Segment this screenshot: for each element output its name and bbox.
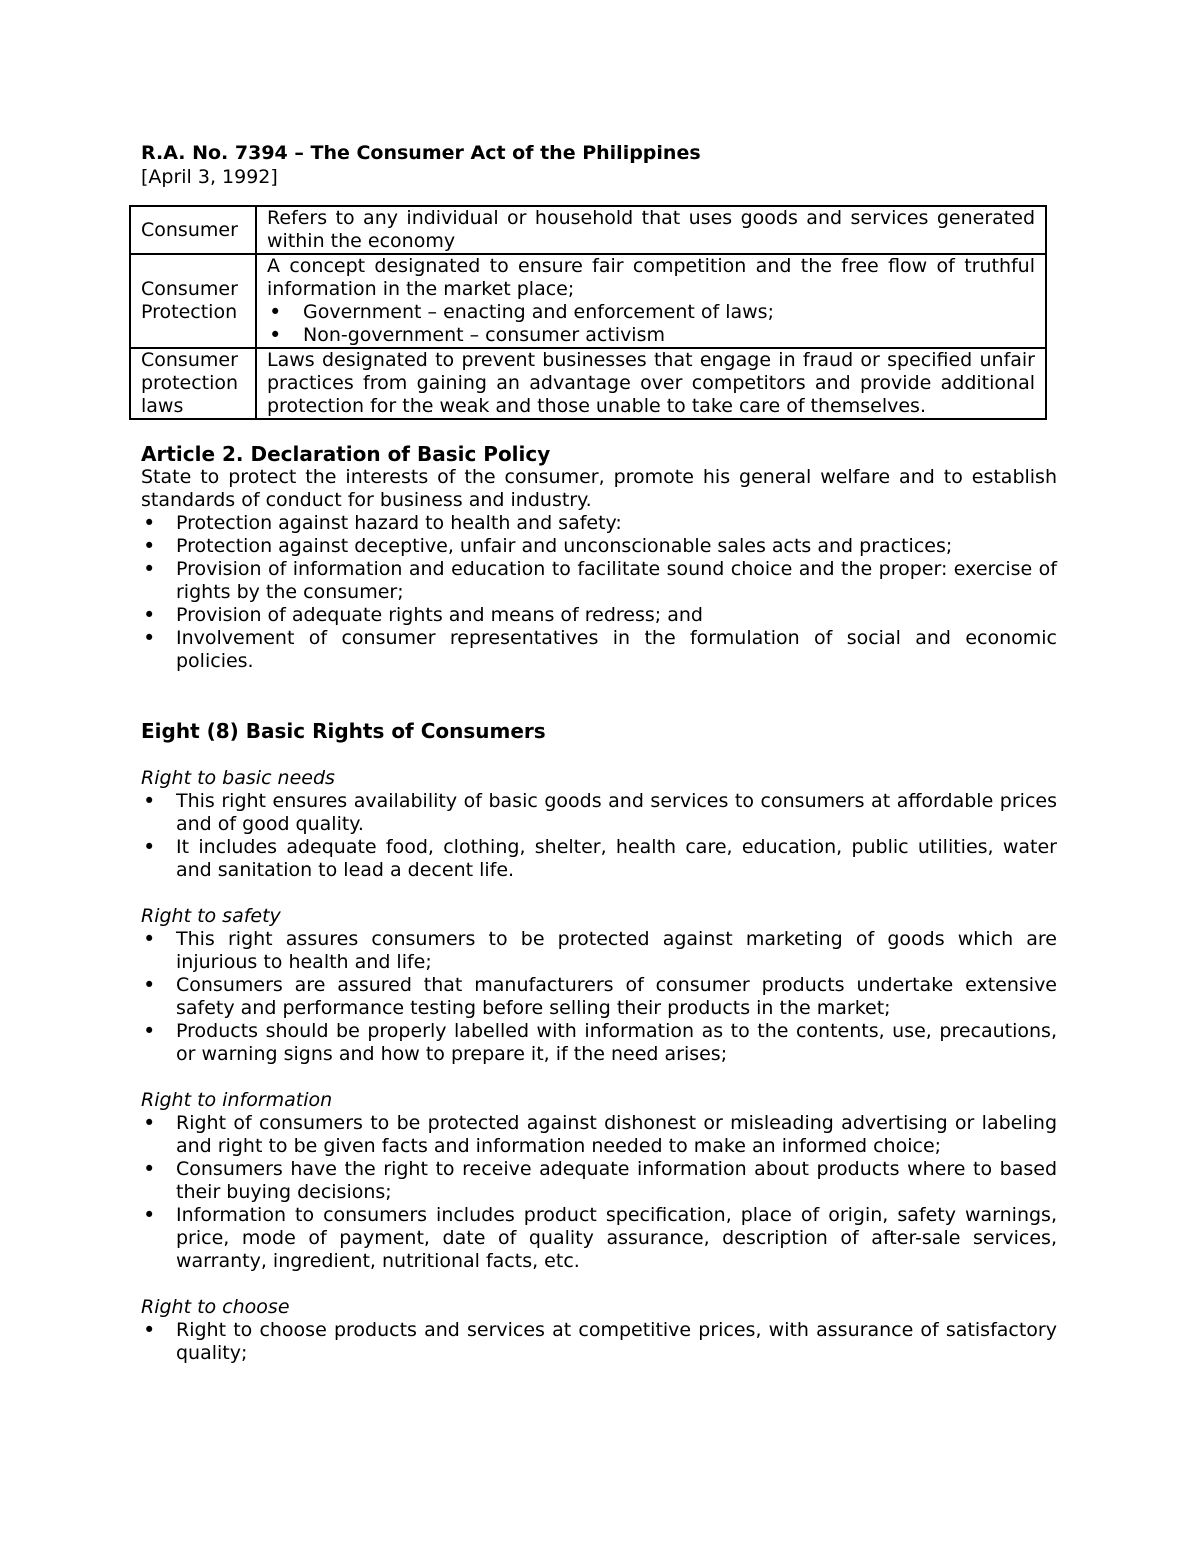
right-heading: Right to basic needs xyxy=(141,767,335,789)
document-body xyxy=(141,141,1057,1365)
right-list xyxy=(141,1319,1057,1365)
definition-text xyxy=(256,206,1046,254)
right-heading: Right to information xyxy=(141,1089,333,1111)
definition-term: Consumer Protection xyxy=(130,254,256,348)
list-item: • Information to consumers includes product specification, place of origin, safety warnings, price, mode of payment, date of quality assurance, description of after-sale services, warranty, ingredient, nutritional facts, etc. xyxy=(141,1204,1057,1273)
right-list xyxy=(141,1112,1057,1273)
article-2-heading: Article 2. Declaration of Basic Policy xyxy=(141,442,551,466)
list-item: • It includes adequate food, clothing, shelter, health care, education, public utilities, water and sanitation to lead a decent life. xyxy=(141,836,1057,882)
definition-row xyxy=(130,348,1046,419)
list-item: • Products should be properly labelled with information as to the contents, use, precautions, or warning signs and how to prepare it, if the need arises; xyxy=(141,1020,1057,1066)
list-item: • Consumers are assured that manufacturers of consumer products undertake extensive safety and performance testing before selling their products in the market; xyxy=(141,974,1057,1020)
article-2-intro: State to protect the interests of the consumer, promote his general welfare and to establish standards of conduct for business and industry. xyxy=(141,466,1057,511)
document-title: R.A. No. 7394 – The Consumer Act of the Philippines xyxy=(141,142,701,164)
document-date: [April 3, 1992] xyxy=(141,166,278,188)
definition-text xyxy=(256,348,1046,419)
definition-bullet-list xyxy=(267,301,1035,347)
definition-text-body: A concept designated to ensure fair competition and the free flow of truthful information in the market place; xyxy=(267,255,1035,300)
list-item: • Right to choose products and services at competitive prices, with assurance of satisfactory quality; xyxy=(141,1319,1057,1365)
definition-text-body: Laws designated to prevent businesses that engage in fraud or specified unfair practices from gaining an advantage over competitors and provide additional protection for the weak and those unable to take care of themselves. xyxy=(267,349,1035,417)
list-item: • Provision of adequate rights and means of redress; and xyxy=(141,604,1057,627)
list-item: • Provision of information and education to facilitate sound choice and the proper: exercise of rights by the consumer; xyxy=(141,558,1057,604)
definition-term: Consumer protection laws xyxy=(130,348,256,419)
definition-term: Consumer xyxy=(130,206,256,254)
article-2-list xyxy=(141,512,1057,673)
list-item: • Protection against deceptive, unfair and unconscionable sales acts and practices; xyxy=(141,535,1057,558)
definition-row xyxy=(130,254,1046,348)
list-item: • Protection against hazard to health and safety: xyxy=(141,512,1057,535)
right-heading: Right to safety xyxy=(141,905,281,927)
basic-rights-heading: Eight (8) Basic Rights of Consumers xyxy=(141,719,546,743)
list-item: • Government – enacting and enforcement of laws; xyxy=(267,301,1035,324)
list-item: • This right ensures availability of basic goods and services to consumers at affordable prices and of good quality. xyxy=(141,790,1057,836)
definition-text-body: Refers to any individual or household that uses goods and services generated within the economy xyxy=(267,207,1035,252)
right-list xyxy=(141,790,1057,882)
list-item: • Right of consumers to be protected against dishonest or misleading advertising or labeling and right to be given facts and information needed to make an informed choice; xyxy=(141,1112,1057,1158)
definition-text xyxy=(256,254,1046,348)
list-item: • Involvement of consumer representatives in the formulation of social and economic policies. xyxy=(141,627,1057,673)
right-heading: Right to choose xyxy=(141,1296,290,1318)
list-item: • Consumers have the right to receive adequate information about products where to based their buying decisions; xyxy=(141,1158,1057,1204)
list-item: • This right assures consumers to be protected against marketing of goods which are injurious to health and life; xyxy=(141,928,1057,974)
right-list xyxy=(141,928,1057,1066)
list-item: • Non-government – consumer activism xyxy=(267,324,1035,347)
definitions-table xyxy=(129,205,1047,420)
definition-row xyxy=(130,206,1046,254)
